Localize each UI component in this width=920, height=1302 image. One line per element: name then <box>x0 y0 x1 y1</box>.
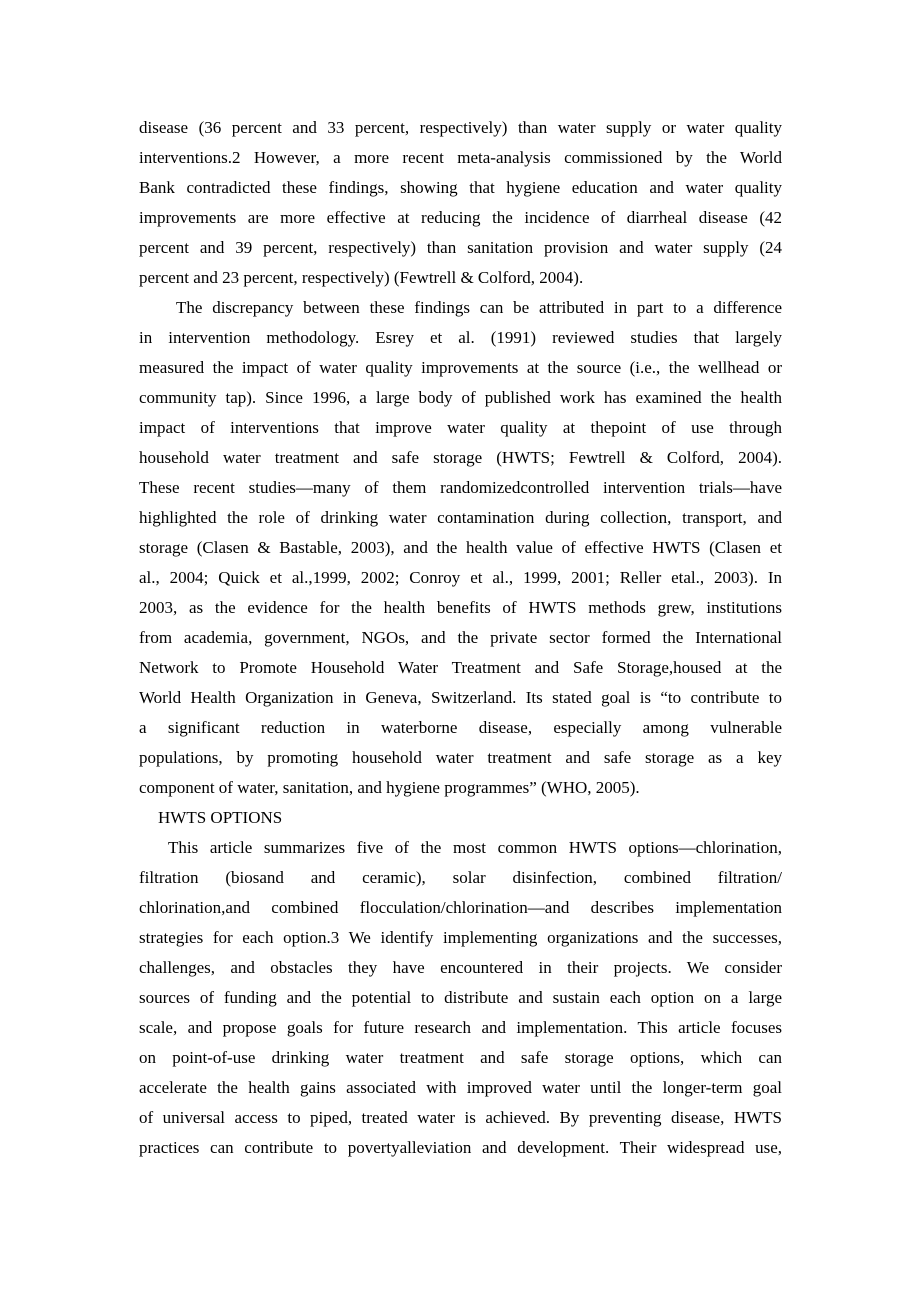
paragraph-2 <box>139 293 782 803</box>
text-line: 2003, as the evidence for the health benefits of HWTS methods grew, institutions <box>139 598 782 617</box>
section-heading-block <box>139 803 782 833</box>
text-line: populations, by promoting household water treatment and safe storage as a key <box>139 748 782 767</box>
text-line: of universal access to piped, treated water is achieved. By preventing disease, HWTS <box>139 1108 782 1127</box>
text-line: on point-of-use drinking water treatment and safe storage options, which can <box>139 1048 782 1067</box>
text-line: Bank contradicted these findings, showing that hygiene education and water quality <box>139 178 782 197</box>
text-line: measured the impact of water quality improvements at the source (i.e., the wellhead or <box>139 358 782 377</box>
text-line: practices can contribute to povertyalleviation and development. Their widespread use, <box>139 1138 782 1157</box>
text-line: from academia, government, NGOs, and the private sector formed the International <box>139 628 782 647</box>
text-line: scale, and propose goals for future research and implementation. This article focuses <box>139 1018 782 1037</box>
text-line: disease (36 percent and 33 percent, respectively) than water supply or water quality <box>139 118 782 137</box>
text-line: in intervention methodology. Esrey et al. (1991) reviewed studies that largely <box>139 328 782 347</box>
text-line: accelerate the health gains associated with improved water until the longer-term goal <box>139 1078 782 1097</box>
text-line: household water treatment and safe storage (HWTS; Fewtrell & Colford, 2004). <box>139 448 782 467</box>
text-line: community tap). Since 1996, a large body of published work has examined the health <box>139 388 782 407</box>
text-line: al., 2004; Quick et al.,1999, 2002; Conroy et al., 1999, 2001; Reller etal., 2003). In <box>139 568 782 587</box>
text-line: sources of funding and the potential to distribute and sustain each option on a large <box>139 988 782 1007</box>
text-line: component of water, sanitation, and hygiene programmes” (WHO, 2005). <box>139 778 640 797</box>
section-heading: HWTS OPTIONS <box>158 808 283 827</box>
text-line: These recent studies—many of them randomizedcontrolled intervention trials—have <box>139 478 782 497</box>
text-line: improvements are more effective at reducing the incidence of diarrheal disease (42 <box>139 208 782 227</box>
text-line: This article summarizes five of the most common HWTS options—chlorination, <box>168 838 782 857</box>
text-line: strategies for each option.3 We identify implementing organizations and the successes, <box>139 928 782 947</box>
text-line: percent and 23 percent, respectively) (Fewtrell & Colford, 2004). <box>139 268 584 287</box>
text-line: percent and 39 percent, respectively) than sanitation provision and water supply (24 <box>139 238 782 257</box>
text-line: impact of interventions that improve water quality at thepoint of use through <box>139 418 782 437</box>
text-line: The discrepancy between these findings can be attributed in part to a difference <box>176 298 782 317</box>
text-line: storage (Clasen & Bastable, 2003), and the health value of effective HWTS (Clasen et <box>139 538 782 557</box>
paragraph-1 <box>139 113 782 293</box>
text-line: filtration (biosand and ceramic), solar disinfection, combined filtration/ <box>139 868 782 887</box>
paragraph-3 <box>139 833 782 1163</box>
text-line: chlorination,and combined flocculation/chlorination—and describes implementation <box>139 898 782 917</box>
text-line: Network to Promote Household Water Treatment and Safe Storage,housed at the <box>139 658 782 677</box>
text-line: a significant reduction in waterborne disease, especially among vulnerable <box>139 718 782 737</box>
text-line: challenges, and obstacles they have encountered in their projects. We consider <box>139 958 782 977</box>
text-line: interventions.2 However, a more recent meta-analysis commissioned by the World <box>139 148 782 167</box>
text-line: World Health Organization in Geneva, Switzerland. Its stated goal is “to contribute to <box>139 688 782 707</box>
document-body <box>139 113 782 1163</box>
text-line: highlighted the role of drinking water contamination during collection, transport, and <box>139 508 782 527</box>
